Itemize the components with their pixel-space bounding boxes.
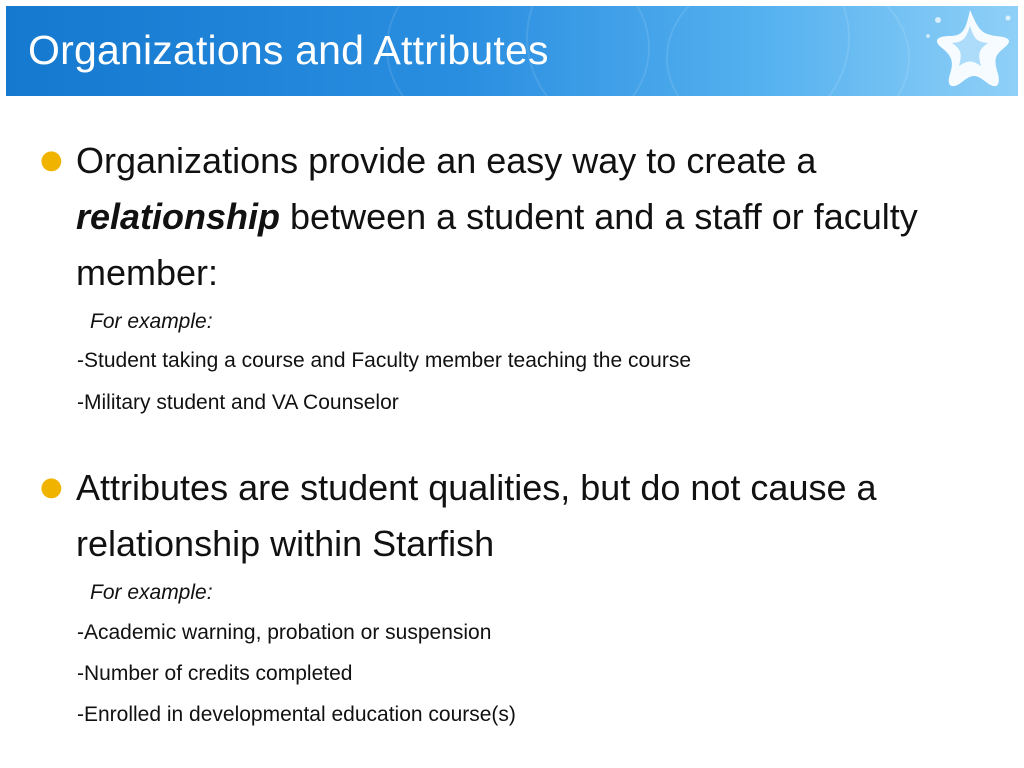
bullet-text: Organizations provide an easy way to create a relationship between a student and a staff or faculty member: bbox=[76, 140, 918, 293]
example-label: For example: bbox=[90, 310, 213, 333]
bullet-text: Attributes are student qualities, but do not cause a relationship within Starfish bbox=[76, 467, 877, 564]
bullet-dot-icon: ● bbox=[40, 472, 63, 502]
example-item: -Military student and VA Counselor bbox=[77, 391, 399, 414]
example-item: -Student taking a course and Faculty member teaching the course bbox=[77, 349, 692, 372]
example-item: -Academic warning, probation or suspension bbox=[77, 621, 492, 644]
slide-title: Organizations and Attributes bbox=[28, 27, 549, 73]
emphasis-relationship: relationship bbox=[76, 196, 281, 237]
bullet-dot-icon: ● bbox=[40, 145, 63, 175]
example-label: For example: bbox=[90, 581, 213, 604]
bullet-attributes bbox=[40, 460, 956, 572]
bullet-organizations bbox=[40, 133, 956, 301]
example-item: -Enrolled in developmental education course(s) bbox=[77, 703, 516, 726]
example-item: -Number of credits completed bbox=[77, 662, 353, 685]
